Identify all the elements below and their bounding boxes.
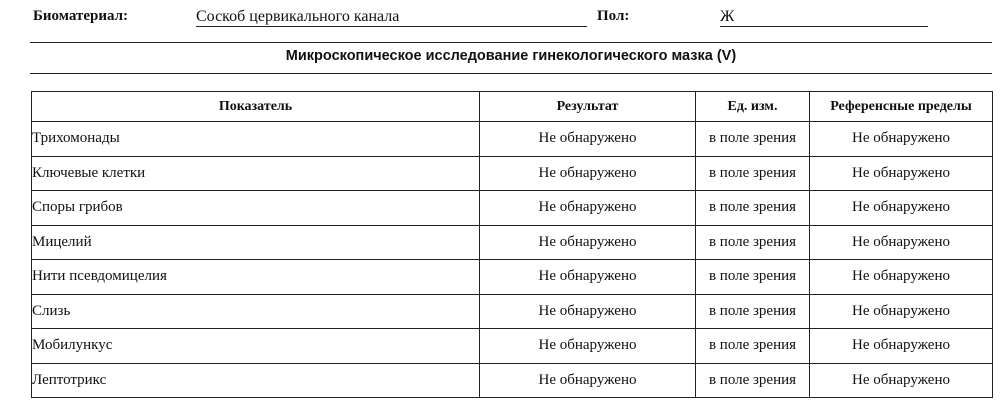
result-value: Не обнаружено — [480, 225, 696, 260]
unit-value: в поле зрения — [696, 225, 810, 260]
header-row — [0, 6, 1000, 30]
result-value: Не обнаружено — [480, 294, 696, 329]
table-row — [32, 122, 993, 157]
result-value: Не обнаружено — [480, 260, 696, 295]
parameter-name: Лептотрикс — [32, 363, 480, 398]
table-row — [32, 191, 993, 226]
table-row — [32, 363, 993, 398]
parameter-name: Слизь — [32, 294, 480, 329]
table-row — [32, 294, 993, 329]
sex-label: Пол: — [597, 8, 630, 24]
result-value: Не обнаружено — [480, 122, 696, 157]
result-value: Не обнаружено — [480, 329, 696, 364]
reference-value: Не обнаружено — [810, 225, 993, 260]
column-header-unit: Ед. изм. — [696, 92, 810, 122]
reference-value: Не обнаружено — [810, 156, 993, 191]
reference-value: Не обнаружено — [810, 329, 993, 364]
unit-value: в поле зрения — [696, 363, 810, 398]
parameter-name: Ключевые клетки — [32, 156, 480, 191]
unit-value: в поле зрения — [696, 294, 810, 329]
title-divider — [30, 73, 992, 74]
parameter-name: Мобилункус — [32, 329, 480, 364]
table-row — [32, 329, 993, 364]
result-value: Не обнаружено — [480, 156, 696, 191]
reference-value: Не обнаружено — [810, 363, 993, 398]
table-header-row — [32, 92, 993, 122]
result-value: Не обнаружено — [480, 191, 696, 226]
unit-value: в поле зрения — [696, 122, 810, 157]
reference-value: Не обнаружено — [810, 294, 993, 329]
column-header-reference: Референсные пределы — [810, 92, 993, 122]
biomaterial-value: Соскоб цервикального канала — [196, 7, 587, 27]
reference-value: Не обнаружено — [810, 260, 993, 295]
reference-value: Не обнаружено — [810, 191, 993, 226]
unit-value: в поле зрения — [696, 191, 810, 226]
column-header-result: Результат — [480, 92, 696, 122]
table-row — [32, 260, 993, 295]
parameter-name: Трихомонады — [32, 122, 480, 157]
unit-value: в поле зрения — [696, 329, 810, 364]
biomaterial-label: Биоматериал: — [33, 8, 129, 24]
result-value: Не обнаружено — [480, 363, 696, 398]
table-row — [32, 156, 993, 191]
results-table — [31, 91, 993, 398]
table-row — [32, 225, 993, 260]
parameter-name: Мицелий — [32, 225, 480, 260]
section-title: Микроскопическое исследование гинекологического мазка (V) — [285, 48, 737, 64]
column-header-parameter: Показатель — [32, 92, 480, 122]
parameter-name: Споры грибов — [32, 191, 480, 226]
sex-value: Ж — [720, 7, 928, 27]
parameter-name: Нити псевдомицелия — [32, 260, 480, 295]
unit-value: в поле зрения — [696, 156, 810, 191]
top-divider — [30, 42, 992, 43]
unit-value: в поле зрения — [696, 260, 810, 295]
reference-value: Не обнаружено — [810, 122, 993, 157]
